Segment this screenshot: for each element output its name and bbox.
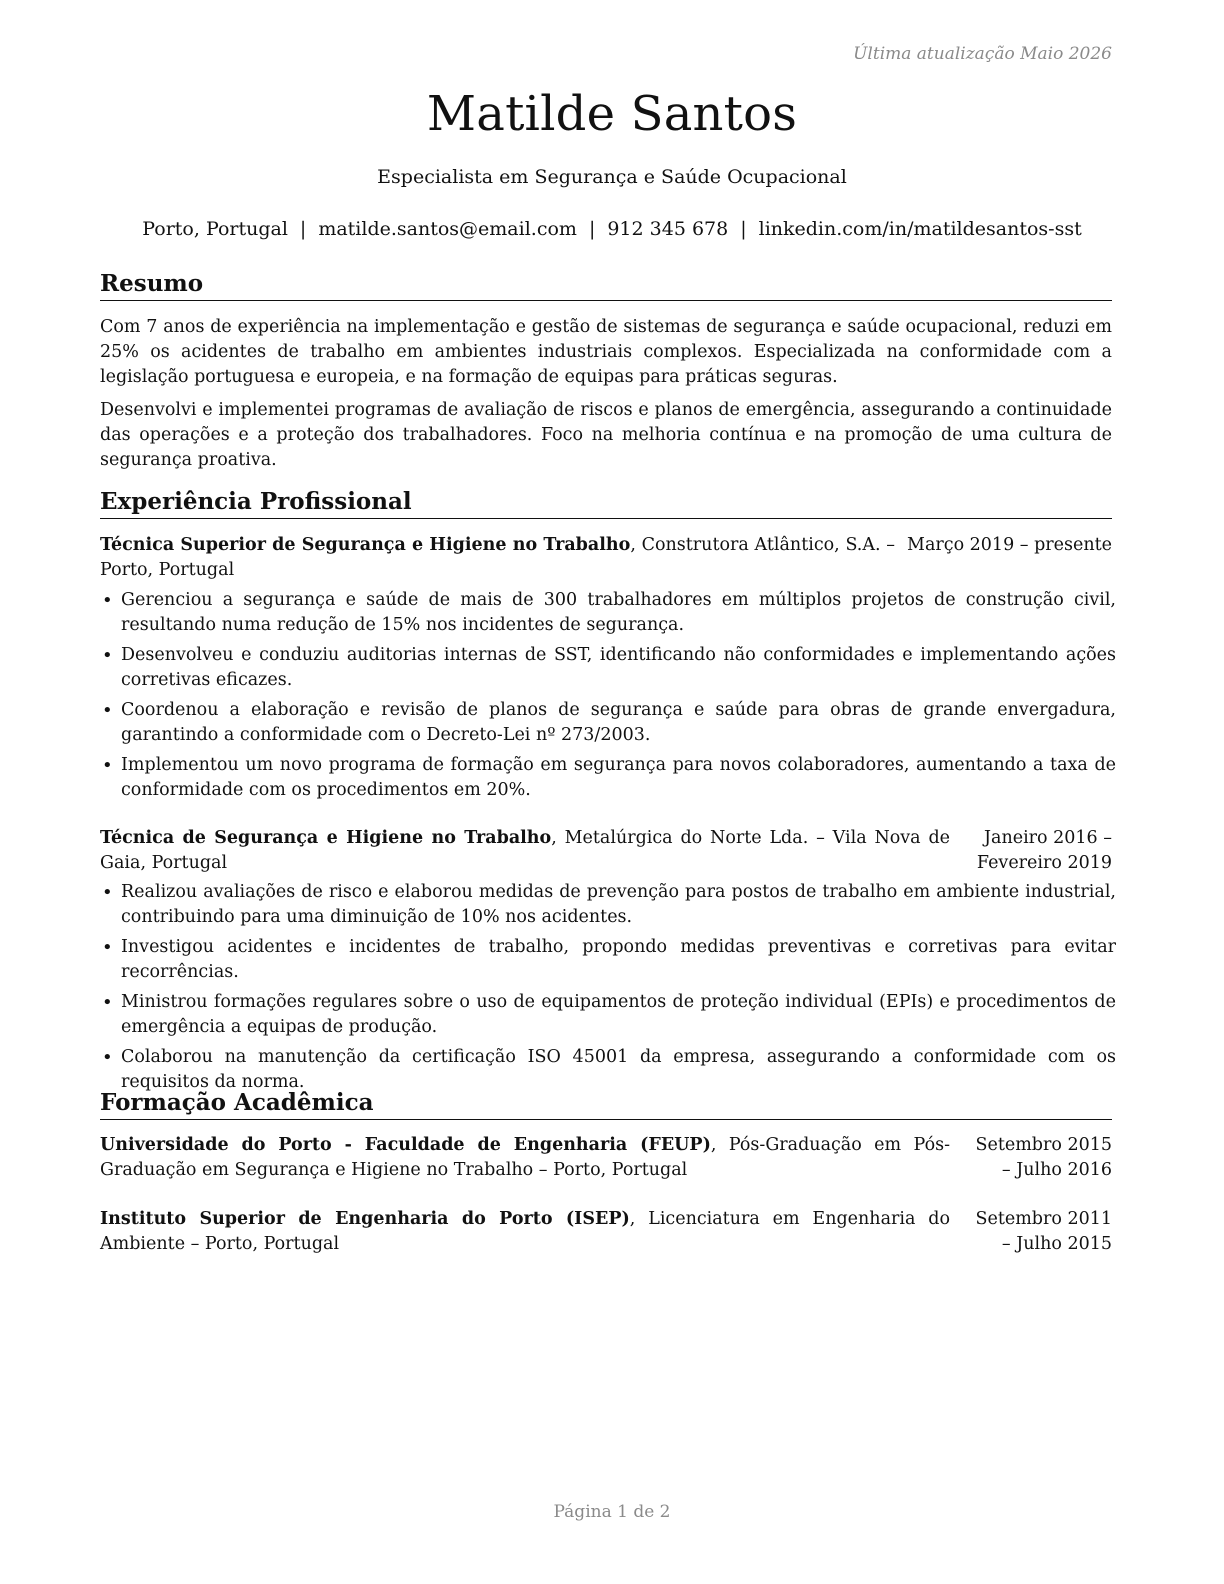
job-bullets: [100, 588, 1116, 808]
list-item: • Desenvolveu e conduziu auditorias internas de SST, identificando não conformidades e implementando ações corretivas eficazes.: [100, 643, 1116, 693]
list-item: • Gerenciou a segurança e saúde de mais de 300 trabalhadores em múltiplos projetos de construção civil, resultando numa redução de 15% nos incidentes de segurança.: [100, 588, 1116, 638]
contact-location: Porto, Portugal: [142, 218, 288, 240]
page-number: Página 1 de 2: [553, 1502, 671, 1522]
contact-email[interactable]: matilde.santos@email.com: [318, 218, 577, 240]
section-title-experience: Experiência Profissional: [100, 488, 1112, 519]
summary-paragraph: Desenvolvi e implementei programas de avaliação de riscos e planos de emergência, assegurando a continuidade das operações e a proteção dos trabalhadores. Foco na melhoria contínua e na promoção de uma cultura de segurança proativa.: [100, 400, 1112, 470]
candidate-name: Matilde Santos: [426, 86, 798, 142]
contact-linkedin[interactable]: linkedin.com/in/matildesantos-sst: [758, 218, 1082, 240]
job-bullets: [100, 880, 1116, 1100]
education-item: [100, 1207, 1112, 1257]
job-company: , Construtora Atlântico, S.A. – Porto, Portugal: [100, 535, 896, 580]
list-item: • Colaborou na manutenção da certificação ISO 45001 da empresa, assegurando a conformidade com os requisitos da norma.: [100, 1045, 1116, 1095]
headline: Especialista em Segurança e Saúde Ocupacional: [377, 166, 847, 188]
summary-paragraph: Com 7 anos de experiência na implementação e gestão de sistemas de segurança e saúde ocupacional, reduzi em 25% os acidentes de trabalho em ambientes industriais complexos. Especializada na conformidade com a legislação portuguesa e europeia, e na formação de equipas para práticas seguras.: [100, 317, 1112, 387]
education-institution: Universidade do Porto - Faculdade de Engenharia (FEUP): [100, 1135, 711, 1155]
list-item: • Implementou um novo programa de formação em segurança para novos colaboradores, aumentando a taxa de conformidade com os procedimentos em 20%.: [100, 753, 1116, 803]
list-item: • Ministrou formações regulares sobre o uso de equipamentos de proteção individual (EPIs) e procedimentos de emergência a equipas de produção.: [100, 990, 1116, 1040]
education-institution: Instituto Superior de Engenharia do Porto (ISEP): [100, 1209, 630, 1229]
job-header: [100, 826, 1112, 876]
section-title-education: Formação Acadêmica: [100, 1089, 1112, 1120]
last-updated: Última atualização Maio 2026: [853, 44, 1112, 64]
education-degree: , Licenciatura em Engenharia do Ambiente – Porto, Portugal: [100, 1209, 951, 1254]
education-dates: Setembro 2015 – Julho 2016: [975, 1135, 1112, 1180]
contact-separator: |: [740, 218, 747, 240]
contact-separator: |: [588, 218, 596, 240]
education-degree: , Pós-Graduação em Pós-Graduação em Segurança e Higiene no Trabalho – Porto, Portugal: [100, 1135, 951, 1180]
section-title-summary: Resumo: [100, 270, 1112, 301]
job-role: Técnica de Segurança e Higiene no Trabalho: [100, 828, 552, 848]
job-dates: Março 2019 – presente: [907, 535, 1112, 555]
education-dates: Setembro 2011 – Julho 2015: [975, 1209, 1112, 1254]
contact-phone[interactable]: 912 345 678: [607, 218, 729, 240]
contact-line: [0, 218, 1224, 240]
job-dates: Janeiro 2016 – Fevereiro 2019: [976, 828, 1112, 873]
list-item: • Investigou acidentes e incidentes de trabalho, propondo medidas preventivas e corretivas para evitar recorrências.: [100, 935, 1116, 985]
job-company: , Metalúrgica do Norte Lda. – Vila Nova de Gaia, Portugal: [100, 828, 951, 873]
list-item: • Realizou avaliações de risco e elaborou medidas de prevenção para postos de trabalho em ambiente industrial, contribuindo para uma diminuição de 10% nos acidentes.: [100, 880, 1116, 930]
list-item: • Coordenou a elaboração e revisão de planos de segurança e saúde para obras de grande envergadura, garantindo a conformidade com o Decreto-Lei nº 273/2003.: [100, 698, 1116, 748]
job-role: Técnica Superior de Segurança e Higiene no Trabalho: [100, 535, 631, 555]
job-header: [100, 533, 1112, 583]
education-item: [100, 1133, 1112, 1183]
contact-separator: |: [299, 218, 307, 240]
